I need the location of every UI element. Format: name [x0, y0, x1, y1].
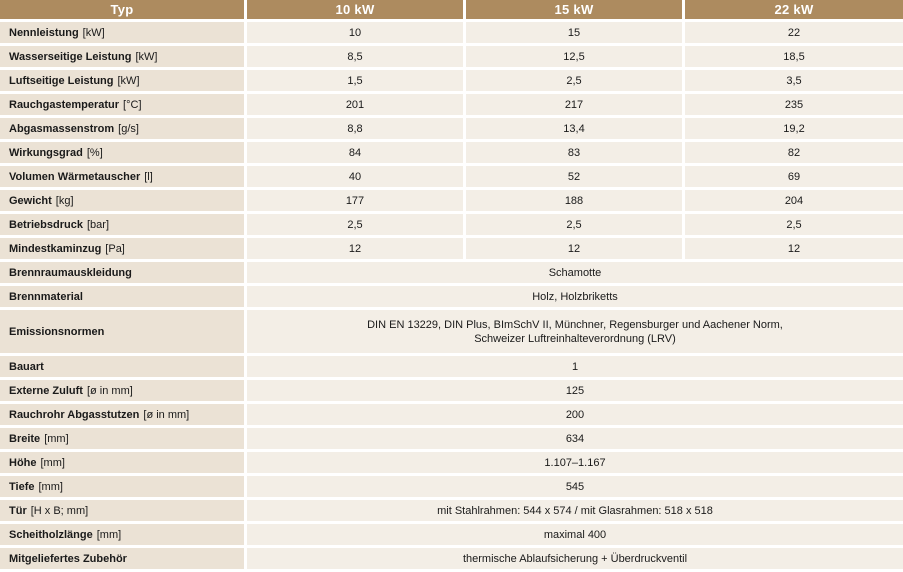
table-row	[0, 356, 903, 377]
row-label	[0, 214, 244, 235]
row-unit: [%]	[86, 146, 103, 159]
row-label	[0, 380, 244, 401]
cell-10kw: 8,8	[247, 118, 463, 139]
row-unit: [kW]	[117, 74, 140, 87]
cell-15kw: 217	[466, 94, 682, 115]
cell-15kw: 12,5	[466, 46, 682, 67]
row-label	[0, 310, 244, 353]
cell-15kw: 12	[466, 238, 682, 259]
row-label-text: Bauart	[9, 360, 44, 373]
row-label	[0, 190, 244, 211]
cell-all-models: 1.107–1.167	[247, 452, 903, 473]
cell-all-models: 125	[247, 380, 903, 401]
cell-22kw: 18,5	[685, 46, 903, 67]
cell-22kw: 22	[685, 22, 903, 43]
row-label-text: Emissionsnormen	[9, 325, 105, 338]
row-label	[0, 118, 244, 139]
row-label-text: Wirkungsgrad	[9, 146, 83, 159]
cell-22kw: 19,2	[685, 118, 903, 139]
cell-10kw: 40	[247, 166, 463, 187]
row-unit: [ø in mm]	[86, 384, 133, 397]
row-label	[0, 500, 244, 521]
cell-22kw: 82	[685, 142, 903, 163]
table-row	[0, 142, 903, 163]
header-row	[0, 0, 903, 19]
row-label-text: Brennmaterial	[9, 290, 83, 303]
table-row	[0, 22, 903, 43]
cell-10kw: 1,5	[247, 70, 463, 91]
row-label	[0, 356, 244, 377]
table-row	[0, 476, 903, 497]
table-row	[0, 310, 903, 353]
table-row	[0, 262, 903, 283]
cell-all-models: 634	[247, 428, 903, 449]
row-label	[0, 166, 244, 187]
table-row	[0, 94, 903, 115]
header-22kw: 22 kW	[685, 0, 903, 19]
cell-10kw: 8,5	[247, 46, 463, 67]
row-unit: [bar]	[86, 218, 109, 231]
table-row	[0, 548, 903, 569]
cell-15kw: 2,5	[466, 214, 682, 235]
row-label	[0, 452, 244, 473]
table-row	[0, 524, 903, 545]
cell-15kw: 52	[466, 166, 682, 187]
cell-10kw: 201	[247, 94, 463, 115]
row-unit: [H x B; mm]	[30, 504, 89, 517]
row-label-text: Breite	[9, 432, 41, 445]
row-label-text: Rauchrohr Abgasstutzen	[9, 408, 140, 421]
row-label-text: Tür	[9, 504, 27, 517]
cell-line-1: DIN EN 13229, DIN Plus, BImSchV II, Münchner, Regensburger und Aachener Norm,	[367, 318, 783, 331]
row-label-text: Externe Zuluft	[9, 384, 83, 397]
row-label-text: Luftseitige Leistung	[9, 74, 114, 87]
table-row	[0, 190, 903, 211]
row-unit: [mm]	[96, 528, 122, 541]
row-unit: [°C]	[123, 98, 142, 111]
row-label-text: Mindestkaminzug	[9, 242, 102, 255]
row-unit: [ø in mm]	[143, 408, 190, 421]
row-label	[0, 142, 244, 163]
row-unit: [kg]	[55, 194, 74, 207]
cell-15kw: 15	[466, 22, 682, 43]
cell-22kw: 3,5	[685, 70, 903, 91]
row-label-text: Gewicht	[9, 194, 52, 207]
row-unit: [kW]	[135, 50, 158, 63]
row-label	[0, 94, 244, 115]
cell-22kw: 69	[685, 166, 903, 187]
cell-10kw: 10	[247, 22, 463, 43]
table-row	[0, 166, 903, 187]
table-row	[0, 214, 903, 235]
row-label	[0, 476, 244, 497]
cell-all-models: 200	[247, 404, 903, 425]
table-row	[0, 46, 903, 67]
row-label	[0, 404, 244, 425]
cell-all-models	[247, 310, 903, 353]
row-label-text: Tiefe	[9, 480, 35, 493]
row-label-text: Abgasmassenstrom	[9, 122, 115, 135]
row-label	[0, 286, 244, 307]
table-row	[0, 238, 903, 259]
row-unit: [mm]	[44, 432, 69, 445]
row-unit: [kW]	[82, 26, 105, 39]
cell-22kw: 235	[685, 94, 903, 115]
row-unit: [mm]	[38, 480, 63, 493]
cell-15kw: 13,4	[466, 118, 682, 139]
row-label-text: Volumen Wärmetauscher	[9, 170, 141, 183]
row-label	[0, 22, 244, 43]
cell-10kw: 84	[247, 142, 463, 163]
row-unit: [l]	[144, 170, 153, 183]
table-row	[0, 380, 903, 401]
table-row	[0, 452, 903, 473]
cell-15kw: 188	[466, 190, 682, 211]
table-row	[0, 286, 903, 307]
cell-10kw: 177	[247, 190, 463, 211]
cell-10kw: 12	[247, 238, 463, 259]
table-row	[0, 118, 903, 139]
row-label-text: Höhe	[9, 456, 37, 469]
row-label	[0, 70, 244, 91]
table-row	[0, 500, 903, 521]
cell-22kw: 12	[685, 238, 903, 259]
row-label-text: Betriebsdruck	[9, 218, 83, 231]
row-label	[0, 238, 244, 259]
cell-15kw: 83	[466, 142, 682, 163]
table-row	[0, 428, 903, 449]
row-label-text: Wasserseitige Leistung	[9, 50, 132, 63]
row-unit: [mm]	[40, 456, 65, 469]
table-body	[0, 22, 903, 569]
cell-15kw: 2,5	[466, 70, 682, 91]
cell-all-models: mit Stahlrahmen: 544 x 574 / mit Glasrahmen: 518 x 518	[247, 500, 903, 521]
row-label-text: Nennleistung	[9, 26, 79, 39]
cell-22kw: 204	[685, 190, 903, 211]
row-unit: [Pa]	[105, 242, 125, 255]
cell-all-models: thermische Ablaufsicherung + Überdruckventil	[247, 548, 903, 569]
row-label	[0, 428, 244, 449]
cell-all-models: Schamotte	[247, 262, 903, 283]
row-label	[0, 548, 244, 569]
cell-all-models: maximal 400	[247, 524, 903, 545]
cell-all-models: Holz, Holzbriketts	[247, 286, 903, 307]
row-label-text: Brennraumauskleidung	[9, 266, 132, 279]
cell-all-models: 1	[247, 356, 903, 377]
cell-all-models: 545	[247, 476, 903, 497]
row-label	[0, 46, 244, 67]
table-row	[0, 70, 903, 91]
row-label	[0, 262, 244, 283]
header-type: Typ	[0, 0, 244, 19]
cell-10kw: 2,5	[247, 214, 463, 235]
cell-22kw: 2,5	[685, 214, 903, 235]
row-label-text: Rauchgastemperatur	[9, 98, 120, 111]
row-label	[0, 524, 244, 545]
header-15kw: 15 kW	[466, 0, 682, 19]
header-10kw: 10 kW	[247, 0, 463, 19]
table-row	[0, 404, 903, 425]
row-label-text: Mitgeliefertes Zubehör	[9, 552, 127, 565]
row-unit: [g/s]	[118, 122, 139, 135]
table-header	[0, 0, 903, 19]
cell-line-2: Schweizer Luftreinhalteverordnung (LRV)	[474, 332, 676, 345]
row-label-text: Scheitholzlänge	[9, 528, 93, 541]
